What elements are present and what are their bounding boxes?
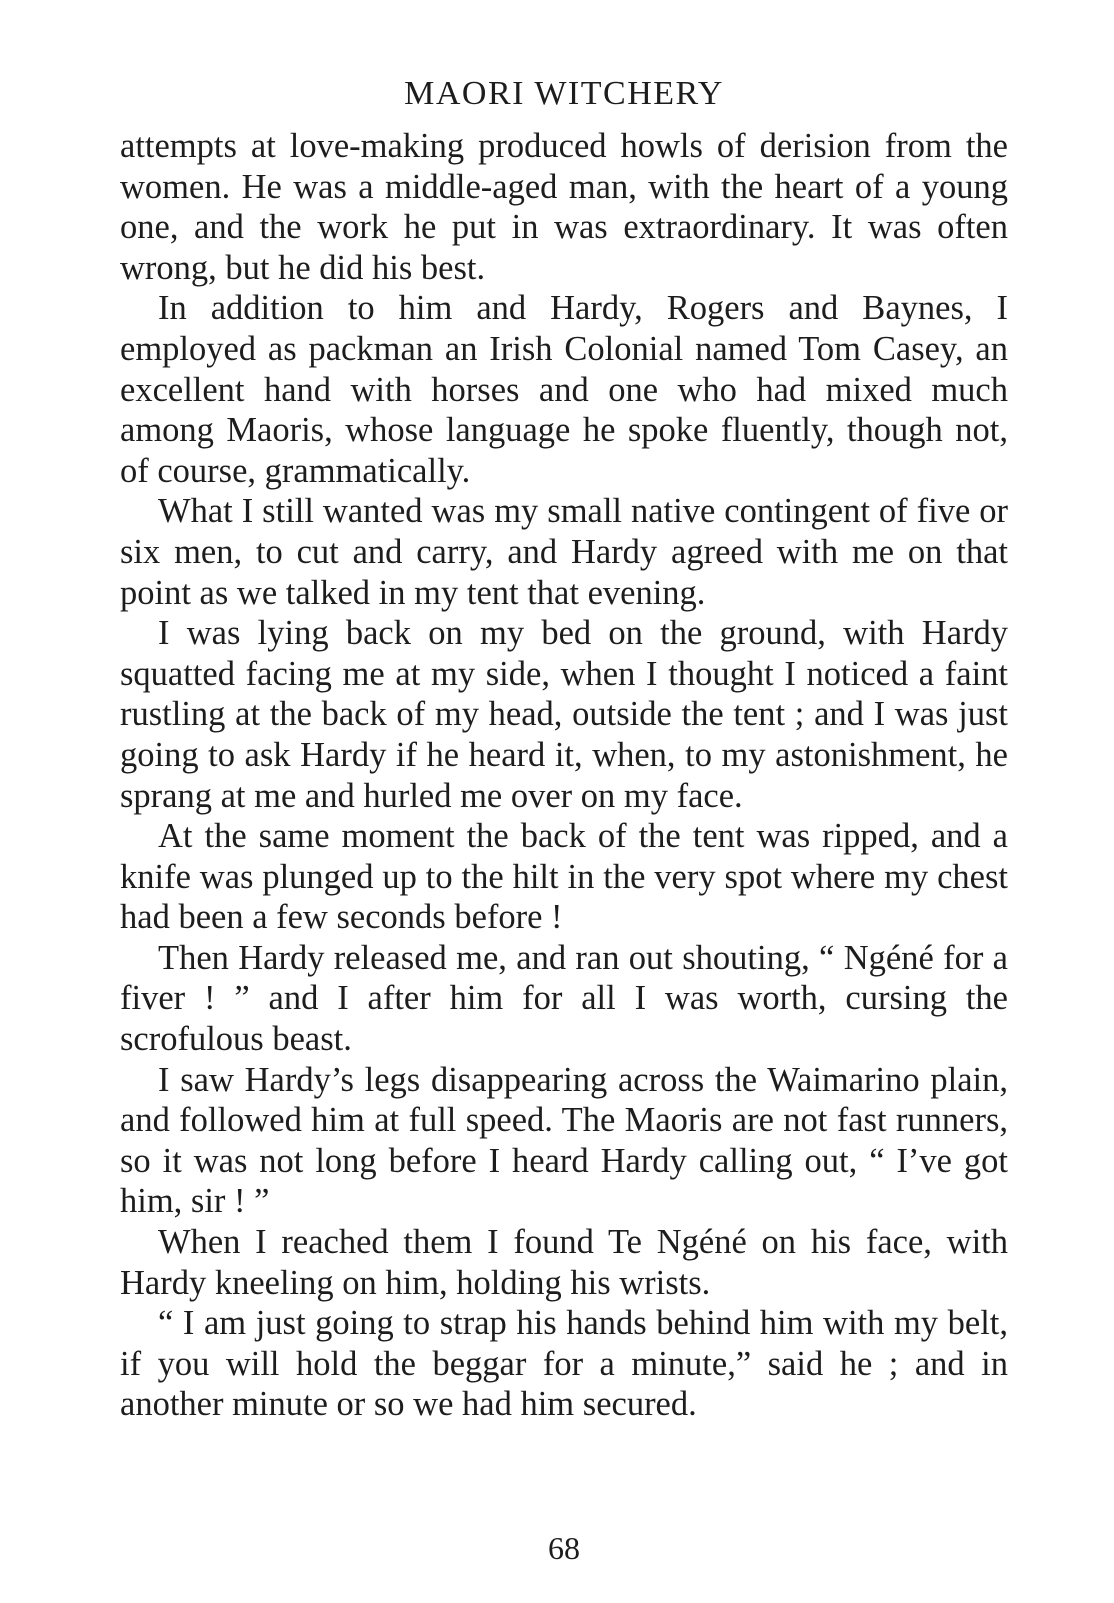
page-number: 68 (548, 1530, 580, 1566)
paragraph-3: What I still wanted was my small native contingent of five or six men, to cut and carry, and Hardy agreed with me on that point as we talked in my tent that evening. (120, 492, 1008, 612)
paragraph-8: When I reached them I found Te Ngéné on his face, with Hardy kneeling on him, holding his wrists. (120, 1223, 1008, 1302)
running-head: MAORI WITCHERY (404, 75, 724, 112)
paragraph-2: In addition to him and Hardy, Rogers and Baynes, I employed as packman an Irish Colonial named Tom Casey, an excellent hand with horses and one who had mixed much among Maoris, whose language he spoke fluently, though not, of course, grammatically. (120, 289, 1008, 490)
book-page (120, 70, 1008, 1590)
body-text (120, 126, 1008, 1425)
paragraph-7: I saw Hardy’s legs disappearing across the Waimarino plain, and followed him at full speed. The Maoris are not fast runners, so it was not long before I heard Hardy calling out, “ I’ve got him, sir ! ” (120, 1060, 1008, 1221)
paragraph-1: attempts at love-making produced howls of derision from the women. He was a middle-aged man, with the heart of a young one, and the work he put in was extraordinary. It was often wrong, but he did his best. (120, 127, 1008, 287)
paragraph-5: At the same moment the back of the tent was ripped, and a knife was plunged up to the hilt in the very spot where my chest had been a few seconds before ! (120, 817, 1008, 937)
paragraph-9: “ I am just going to strap his hands behind him with my belt, if you will hold the beggar for a minute,” said he ; and in another minute or so we had him secured. (120, 1304, 1008, 1424)
paragraph-4: I was lying back on my bed on the ground, with Hardy squatted facing me at my side, when I thought I noticed a faint rustling at the back of my head, outside the tent ; and I was just going to ask Hardy if he heard it, when, to my astonishment, he sprang at me and hurled me over on my face. (120, 614, 1008, 815)
paragraph-6: Then Hardy released me, and ran out shouting, “ Ngéné for a fiver ! ” and I after him for all I was worth, cursing the scrofulous beast. (120, 938, 1008, 1059)
